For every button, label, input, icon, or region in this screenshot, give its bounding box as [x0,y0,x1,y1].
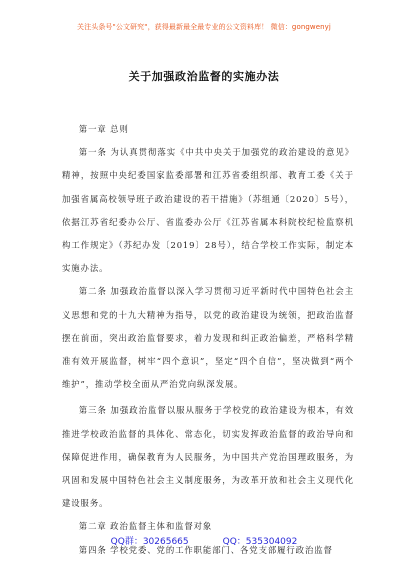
document-body [62,118,354,562]
article-paragraph: 第四条 学校党委、党的工作职能部门、各党支部履行政治监督 [78,544,333,555]
qq-number: QQ：535304092 [222,537,298,547]
article-paragraph: 第一条 为认真贯彻落实《中共中央关于加强党的政治建设的意见》精神，按照中央纪委国家监委部署和江苏省委组织部、教育工委《关于加强省属高校领导班子政治建设的若干措施》（苏组通〔2020〕5号），依据江苏省纪委办公厅、省监委办公厅《江苏省属本科院校纪检监察机构工作规定》（苏纪办发〔2019〕28号），结合学校工作实际，制定本实施办法。 [62,147,354,274]
article-paragraph: 第二条 加强政治监督以深入学习贯彻习近平新时代中国特色社会主义思想和党的十九大精神为指导，以党的政治建设为统领，把政治监督摆在前面，突出政治监督要求，着力发现和纠正政治偏差，严格科学精准有效开展监督，树牢“四个意识”，坚定“四个自信”，坚决做到“两个维护”，推动学校全面从严治党向纵深发展。 [62,286,354,390]
article-paragraph: 第三条 加强政治监督以服从服务于学校党的政治建设为根本，有效推进学校政治监督的具体化、常态化，切实发挥政治监督的政治导向和保障促进作用，确保教育为人民服务，为中国共产党治国理政服务，为巩固和发展中国特色社会主义制度服务，为改革开放和社会主义现代化建设服务。 [62,405,354,509]
document-title: 关于加强政治监督的实施办法 [128,70,280,83]
footer-contact [0,534,408,547]
chapter-heading: 第二章 政治监督主体和监督对象 [78,521,213,532]
chapter-heading: 第一章 总则 [78,124,129,134]
qq-group-number: QQ群：30265665 [110,537,189,547]
promo-banner: 关注头条号"公文研究"，获得最新最全最专业的公文资料库！ 微信：gongwenyj [77,23,331,31]
